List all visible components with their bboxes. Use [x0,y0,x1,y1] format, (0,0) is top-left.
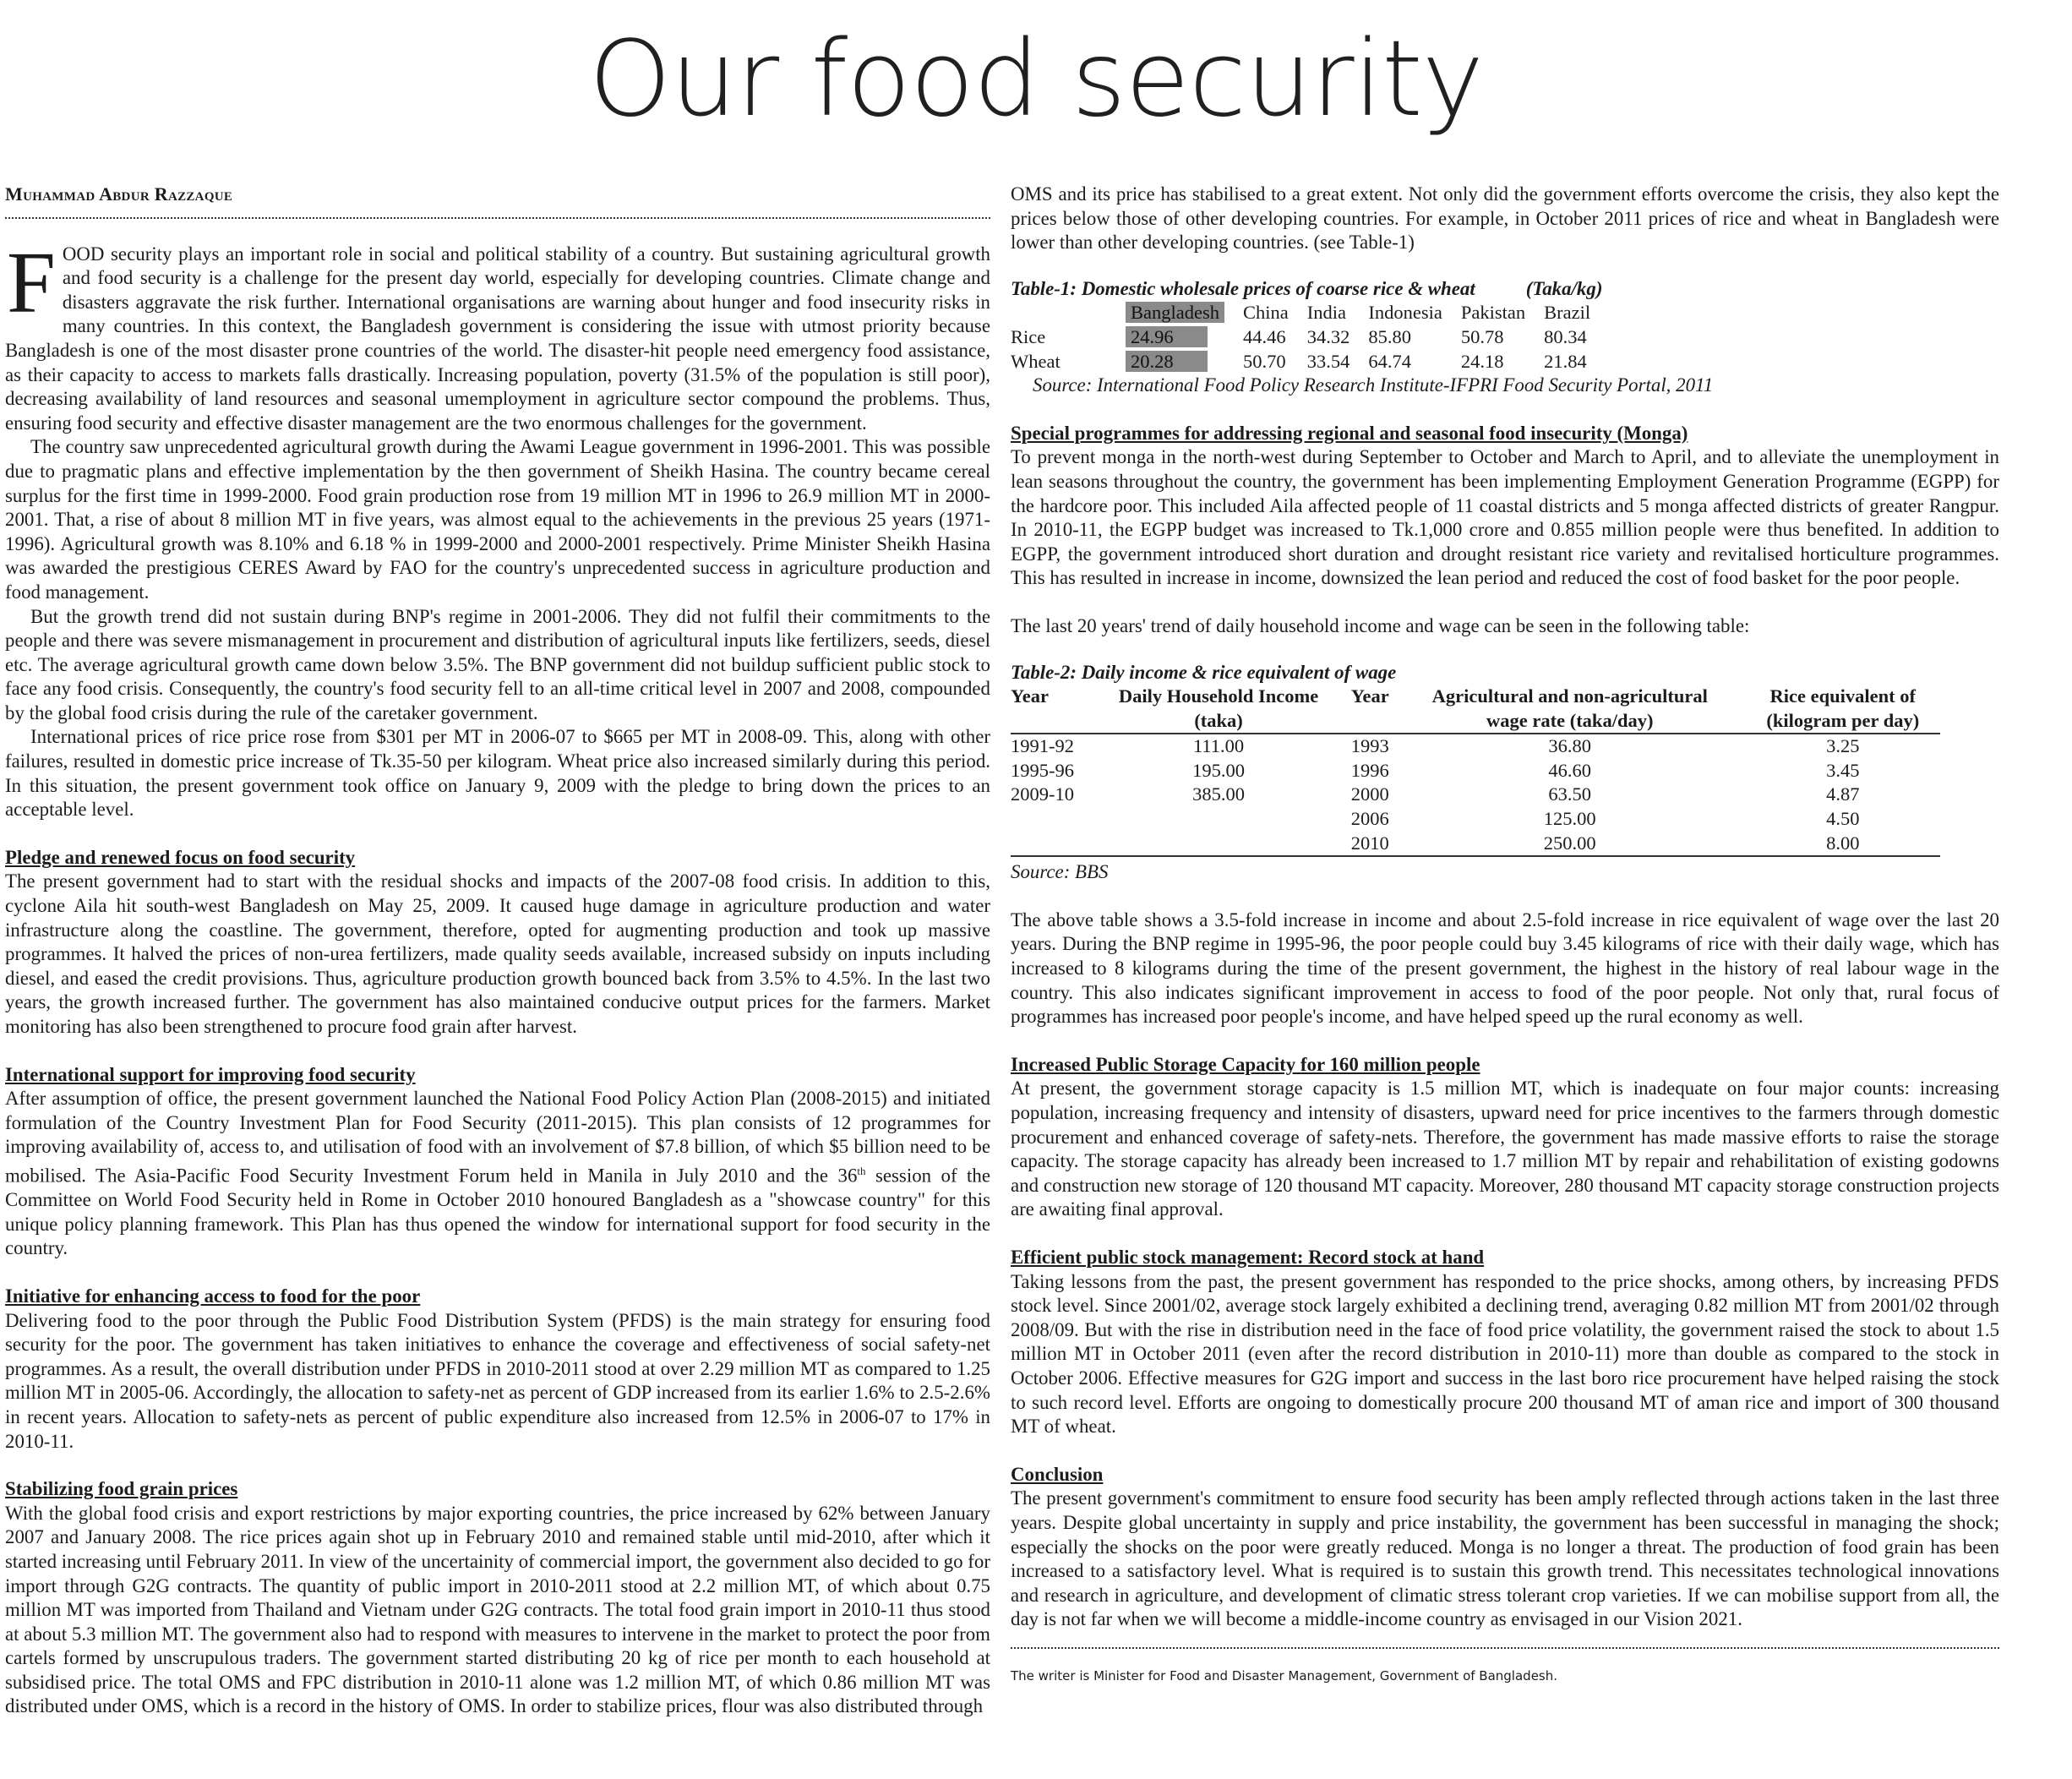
right-column [1011,183,1999,1688]
table2-row [1011,807,1940,832]
table1-cell: 44.46 [1242,325,1286,347]
table2-cell: 63.50 [1548,783,1592,805]
paragraph-storage: At present, the government storage capacity is 1.5 million MT, which is inadequate on four major counts: increasing population, increasing frequency and intensity of disasters, upward need for price incentives to the farmers through domestic procurement and enhanced coverage of safety-nets. Therefore, the government has made massive efforts to raise the storage capacity. The storage capacity has already been increased to 1.7 million MT by repair and rehabilitation of existing godowns and construction new storage of 120 thousand MT capacity. Moreover, 280 thousand MT capacity storage construction projects are awaiting final approval. [1011,1078,1999,1220]
table1-row-rice [1011,325,1609,350]
table1-cell: 64.74 [1368,350,1411,372]
table2-subheader-cell: (kilogram per day) [1766,709,1920,731]
paragraph-monga: To prevent monga in the north-west during September to October and March to April, and to alleviate the unemployment in lean seasons throughout the country, the government has been implementing Employment Generation Programme (EGPP) for the hardcore poor. This included Aila affected people of 11 coastal districts and 5 monga affected districts of greater Rangpur. In 2010-11, the EGPP budget was increased to Tk.1,000 crore and 0.855 million people were thus benefited. In addition to EGPP, the government introduced short duration and drought resistant rice variety and revitalised horticulture programmes. This has resulted in increase in income, downsized the lean period and reduced the cost of food basket for the poor people. [1011,446,1999,589]
table1-row-label: Rice [1011,325,1046,347]
table2-cell: 2010 [1350,832,1389,854]
table1-unit: (Taka/kg) [1525,277,1603,299]
paragraph-prices: International prices of rice price rose from $301 per MT in 2006-07 to $665 per MT in 2008-09. This, along with other failures, resulted in domestic price increase of Tk.35-50 per kilogram. Wheat price also increased similarly during this period. In this situation, the present government took office on January 9, 2009 with the pledge to bring down the prices to an acceptable level. [5,726,990,821]
paragraph-analysis: The above table shows a 3.5-fold increase in income and about 2.5-fold increase in rice equivalent of wage over the last 20 years. During the BNP regime in 1995-96, the poor people could buy 3.45 kilograms of rice with their daily wage, which has increased to 8 kilograms during the time of the present government, the highest in the history of real labour wage in the country. This also indicates significant improvement in access to food of the poor people. Not only that, rural focus of programmes has increased poor people's income, and have helped speed up the rural economy as well. [1011,909,1999,1028]
table1-header-cell: Indonesia [1368,302,1442,324]
heading-conclusion: Conclusion [1011,1463,1104,1485]
paragraph-oms-continued: OMS and its price has stabilised to a great extent. Not only did the government efforts overcome the crisis, they also kept the prices below those of other developing countries. For example, in October 2011 prices of rice and wheat in Bangladesh were lower than other developing countries. (see Table-1) [1011,183,1999,254]
table1-title: Table-1: Domestic wholesale prices of coarse rice & wheat [1011,277,1475,299]
table2-cell: 3.45 [1826,759,1860,781]
table1-cell: 80.34 [1544,325,1587,347]
left-column [5,183,990,1719]
table2-header-cell: Rice equivalent of [1769,685,1917,707]
intro-text: OOD security plays an important role in social and political stability of a country. But sustaining agricultural growth and food security is a challenge for the present day world, especially for developing countries. Climate change and disasters aggravate the risk further. International organisations are warning about hunger and food insecurity risks in many countries. In this context, the Bangladesh government is considering the issue with utmost priority because Bangladesh is one of the most disaster prone countries of the world. The disaster-hit people need emergency food assistance, as their capacity to access to markets falls drastically. Increasing population, poverty (31.5% of the population is still poor), decreasing availability of land resources and seasonal umemployment in agriculture sector compound the problems. Thus, ensuring food security and effective disaster management are the two enormous challenges for the government. [5,243,990,434]
table1-row-wheat [1011,350,1609,374]
paragraph-trend: The last 20 years' trend of daily household income and wage can be seen in the following table: [1011,614,1750,636]
table2-cell: 1996 [1350,759,1389,781]
table2-header-cell: Year [1350,685,1389,707]
table1-row-label: Wheat [1011,350,1061,372]
intl-text-a: After assumption of office, the present government launched the National Food Policy Action Plan (2008-2015) and initiated formulation of the Country Investment Plan for Food Security (2011-2015). This plan consists of 12 programmes for improving availability of, access to, and utilisation of food with an involvement of $7.8 billion, of which $5 billion need to be mobilised. The Asia-Pacific Food Security Investment Forum held in Manila in July 2010 and the 36 [5,1088,990,1187]
table2-source: Source: BBS [1011,861,1109,883]
paragraph-growth: The country saw unprecedented agricultural growth during the Awami League government in 1996-2001. This was possible due to pragmatic plans and effective implementation by the then government of Sheikh Hasina. The country became cereal surplus for the first time in 1999-2000. Food grain production rose from 19 million MT in 1996 to 26.9 million MT in 2000-2001. That, a rise of about 8 million MT in five years, was almost equal to the achievements in the previous 25 years (1971-1996). Agricultural growth was 8.10% and 6.18 % in 1999-2000 and 2000-2001 respectively. Prime Minister Sheikh Hasina was awarded the prestigious CERES Award by FAO for the country's unprecedented success in agriculture production and food management. [5,436,990,603]
byline: Muhammad Abdur Razzaque [5,183,233,205]
table2-cell: 2000 [1350,783,1389,805]
table2-header-row [1011,685,1940,709]
table2-header-cell: Daily Household Income [1118,685,1319,707]
table2-header-cell: Agricultural and non-agricultural [1431,685,1708,707]
table2-cell: 8.00 [1826,832,1860,854]
paragraph-international-support [5,1087,990,1261]
table1-cell: 21.84 [1544,350,1587,372]
table2-row [1011,734,1940,759]
table1-cell: 24.96 [1126,325,1243,350]
heading-international-support: International support for improving food security [5,1063,416,1085]
table2-cell: 111.00 [1192,735,1245,757]
table2-cell: 1995-96 [1011,759,1074,781]
paragraph-stock: Taking lessons from the past, the present government has responded to the price shocks, among others, by increasing PFDS stock level. Since 2001/02, average stock largely exhibited a declining trend, averaging 0.82 million MT from 2001/02 through 2008/09. But with the rise in distribution need in the face of food price volatility, the government raised the stock to about 1.5 million MT in October 2011 (even after the record distribution in 2010-11) more than double as compared to the stock in October 2006. Effective measures for G2G import and success in the last boro rice procurement have helped raising the stock to such record level. Efforts are ongoing to domestically procure 200 thousand MT of aman rice and import of 300 thousand MT of wheat. [1011,1270,1999,1438]
table1-cell: 50.70 [1242,350,1286,372]
heading-storage: Increased Public Storage Capacity for 160 million people [1011,1053,1480,1075]
table2-cell: 250.00 [1543,832,1596,854]
table2-subheader-row [1011,709,1940,734]
table1-header-cell: Brazil [1544,302,1591,324]
table2-subheader-cell: wage rate (taka/day) [1486,709,1654,731]
table1-cell: 50.78 [1460,325,1504,347]
table2-cell: 4.50 [1826,808,1860,830]
paragraph-conclusion: The present government's commitment to ensure food security has been amply reflected through actions taken in the last three years. Despite global uncertainty in supply and price instability, the government has been successful in managing the shock; especially the shocks on the poor were greatly reduced. Monga is no longer a threat. The production of food grain has been increased to a satisfactory level. What is required is to sustain this growth trend. This necessitates technological innovations and research in agriculture, and development of climatic stress tolerant crop varieties. If we can mobilise support from all, the day is not far when we will become a middle-income country as envisaged in our Vision 2021. [1011,1487,1999,1630]
table2-header-cell: Year [1011,685,1049,707]
table1-header-row [1011,301,1609,325]
table2-subheader-cell: (taka) [1194,709,1243,731]
heading-access: Initiative for enhancing access to food for the poor [5,1285,421,1307]
intl-text-b: session of the Committee on World Food Security held in Rome in October 2010 honoured Bangladesh as a "showcase country" for this unique policy planning framework. This Plan has thus opened the window for international support for food security in the country. [5,1165,990,1259]
table2-cell: 1991-92 [1011,735,1074,757]
intl-superscript: th [857,1164,866,1177]
paragraph-pledge: The present government had to start with the residual shocks and impacts of the 2007-08 food crisis. In addition to this, cyclone Aila hit south-west Bangladesh on May 25, 2009. It caused huge damage in agriculture production and water infrastructure along the coastline. The government, therefore, opted for augmenting production and took up massive programmes. It halved the prices of non-urea fertilizers, made quality seeds available, increased subsidy on inputs including diesel, and eased the credit provisions. Thus, agriculture production growth bounced back from 3.5% to 4.5%. In the last two years, the growth increased further. The government has also maintained conducive output prices for the farmers. Market monitoring has also been strengthened to procure food grain after harvest. [5,870,990,1037]
table1-cell: 33.54 [1306,350,1350,372]
table1-cell: 85.80 [1368,325,1411,347]
paragraph-access: Delivering food to the poor through the Public Food Distribution System (PFDS) is the main strategy for ensuring food security for the poor. The government has taken initiatives to enhance the coverage and effectiveness of social safety-net programmes. As a result, the overall distribution under PFDS in 2010-2011 stood at over 2.29 million MT as compared to 1.25 million MT in 2005-06. Accordingly, the allocation to safety-net as percent of GDP increased from its earlier 1.6% to 2.5-2.6% in recent years. Allocation to safety-nets as percent of public expenditure also increased from 12.5% in 2006-07 to 17% in 2010-11. [5,1309,990,1452]
heading-stabilizing: Stabilizing food grain prices [5,1478,238,1500]
heading-stock: Efficient public stock management: Record stock at hand [1011,1246,1485,1268]
paragraph-bnp: But the growth trend did not sustain during BNP's regime in 2001-2006. They did not fulfil their commitments to the people and there was severe mismanagement in procurement and distribution of agricultural inputs like fertilizers, seeds, diesel etc. The average agricultural growth came down below 3.5%. The BNP government did not buildup sufficient public stock to face any food crisis. Consequently, the country's food security fell to an all-time critical level in 2007 and 2008, compounded by the global food crisis during the rule of the caretaker government. [5,605,990,723]
table2-cell: 46.60 [1548,759,1592,781]
heading-monga: Special programmes for addressing regional and seasonal food insecurity (Monga) [1011,422,1688,444]
table2-subheader-cell [1011,709,1092,734]
table1-cell: 34.32 [1306,325,1350,347]
table1-header-cell: Bangladesh [1126,301,1243,325]
table1-header-cell: Pakistan [1460,302,1526,324]
table1-caption [1011,277,1999,302]
table2-caption: Table-2: Daily income & rice equivalent of wage [1011,661,1397,683]
table2-subheader-cell [1346,709,1394,734]
heading-pledge: Pledge and renewed focus on food security [5,846,356,868]
table2-cell: 4.87 [1826,783,1860,805]
table1-source: Source: International Food Policy Research Institute-IFPRI Food Security Portal, 2011 [1033,374,1714,396]
table2-cell [1092,807,1346,832]
table2-cell [1011,807,1092,832]
byline-divider [5,217,990,219]
table2-cell: 3.25 [1826,735,1860,757]
table1-header-cell: India [1306,302,1346,324]
table1-corner [1011,301,1126,325]
table2-cell: 2009-10 [1011,783,1074,805]
table1-header-cell: China [1242,302,1289,324]
headline: Our food security [588,19,1484,140]
table2 [1011,685,1940,857]
table2-cell: 2006 [1350,808,1389,830]
table2-cell: 385.00 [1192,783,1245,805]
paragraph-stabilizing: With the global food crisis and export restrictions by major exporting countries, the price increased by 62% between January 2007 and January 2008. The rice prices again shot up in February 2010 and remained stable until mid-2010, after which it started increasing until February 2011. In view of the uncertainity of commercial import, the government also decided to go for import through G2G contracts. The quantity of public import in 2010-2011 stood at 2.2 million MT, of which about 0.75 million MT was imported from Thailand and Vietnam under G2G contracts. The total food grain import in 2010-11 thus stood at about 5.3 million MT. The government also had to respond with measures to intervene in the market to protect the poor from cartels formed by unscrupulous traders. The government started distributing 20 kg of rice per month to each household at subsidised price. The total OMS and FPC distribution in 2010-11 alone was 1.2 million MT, of which 0.86 million MT was distributed under OMS, which is a record in the history of OMS. In order to stabilize prices, flour was also distributed through [5,1502,990,1717]
author-note: The writer is Minister for Food and Disaster Management, Government of Bangladesh. [1011,1647,1999,1689]
table2-row [1011,783,1940,807]
table2-cell: 125.00 [1543,808,1596,830]
table2-row [1011,832,1940,857]
table2-row [1011,759,1940,783]
intro-paragraph [5,233,990,436]
table2-cell [1011,832,1092,857]
table2-cell: 1993 [1350,735,1389,757]
drop-cap: F [7,233,56,331]
table2-cell [1092,832,1346,857]
table1-cell: 20.28 [1126,350,1243,374]
table1 [1011,301,1609,374]
table2-cell: 36.80 [1548,735,1592,757]
table1-cell: 24.18 [1460,350,1504,372]
table2-cell: 195.00 [1192,759,1245,781]
